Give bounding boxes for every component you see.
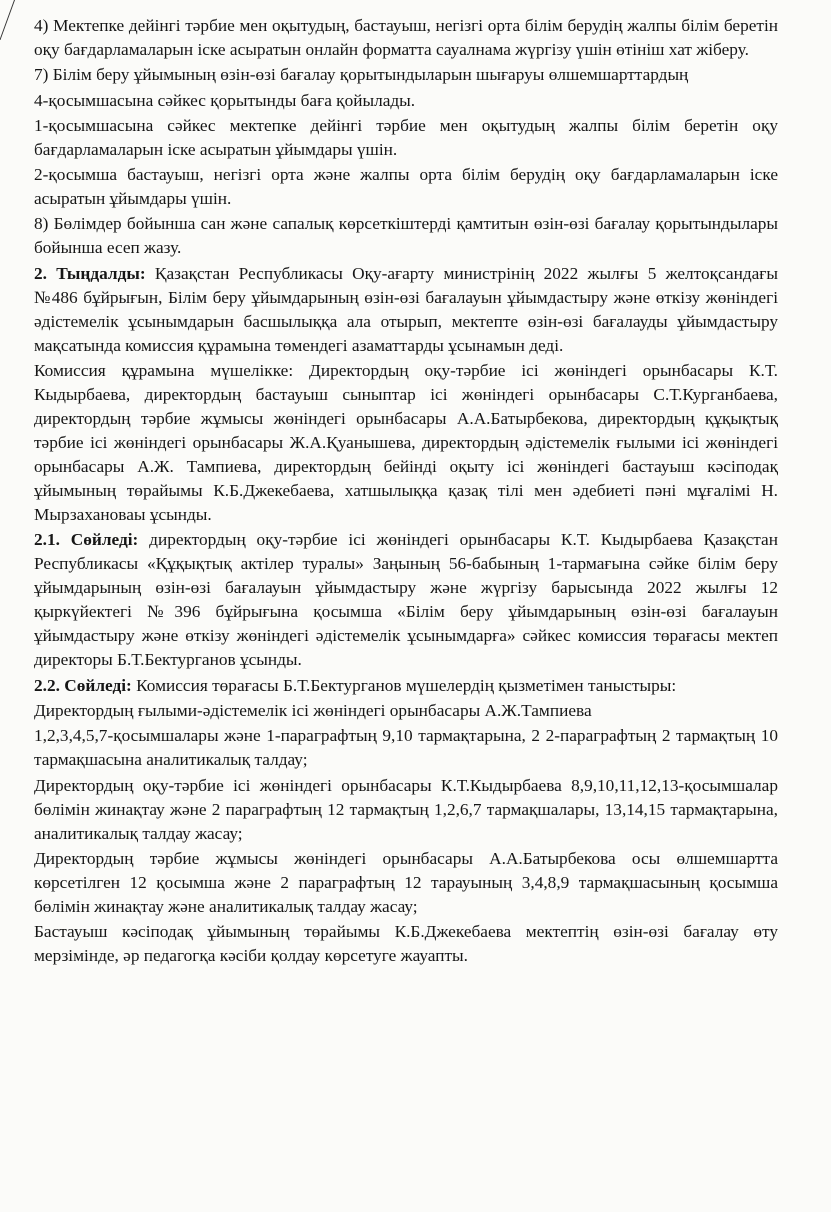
paragraph-appendix-1: 1-қосымшасына сәйкес мектепке дейінгі тәрбие мен оқытудың жалпы білім беретін оқу бағдарламаларын іске асыратын ұйымдары үшін. <box>34 115 778 159</box>
section-heading: 2.1. Сөйледі: <box>34 530 139 550</box>
paragraph-dzhekebaeva-duties: Бастауыш кәсіподақ ұйымының төрайымы К.Б.Джекебаева мектептің өзін-өзі бағалау өту мерзімінде, әр педагогқа кәсіби қолдау көрсетуге жауапты. <box>34 922 778 966</box>
paragraph-item-7: 7) Білім беру ұйымының өзін-өзі бағалау қорытындыларын шығаруы өлшемшарттардың <box>34 65 689 85</box>
section-listened: 2. Тыңдалды: Қазақстан Республикасы Оқу-ағарту министрінің 2022 жылғы 5 желтоқсандағы №486 бұйрығын, Білім беру ұйымдарының өзін-өзі бағалауын ұйымдастыру және өткізу жөніндегі әдістемелік ұсынымдарын басшылыққа ала отырып, мектепте өзін-өзі бағалауды ұйымдастыру мақсатында комиссия құрамына төмендегі азаматтарды ұсынамын деді. <box>34 263 778 355</box>
scan-artifact-line <box>0 0 15 40</box>
document-body <box>34 14 778 969</box>
paragraph-appendix-2: 2-қосымша бастауыш, негізгі орта және жалпы орта білім берудің оқу бағдарламаларын іске асыратын ұйымдары үшін. <box>34 165 778 209</box>
paragraph-tampieva-duties: 1,2,3,4,5,7-қосымшалары және 1-параграфтың 9,10 тармақтарына, 2 2-параграфтың 2 тармақтың 10 тармақшасына аналитикалық талдау; <box>34 726 778 770</box>
section-heading: 2.2. Сөйледі: <box>34 675 132 695</box>
section-spoke-2-2: 2.2. Сөйледі: Комиссия төрағасы Б.Т.Бектурганов мүшелердің қызметімен таныстыры: <box>34 675 677 695</box>
paragraph-item-4: 4) Мектепке дейінгі тәрбие мен оқытудың, бастауыш, негізгі орта білім берудің жалпы білім беретін оқу бағдарламаларын іске асыратын онлайн форматта сауалнама жүргізу үшін өтініш хат жіберу. <box>34 16 778 59</box>
paragraph-commission-members: Комиссия құрамына мүшелікке: Директордың оқу-тәрбие ісі жөніндегі орынбасары К.Т. Кыдырбаева, директордың бастауыш сыныптар ісі жөніндегі орынбасары С.Т.Курганбаева, директордың тәрбие жұмысы жөніндегі орынбасары А.А.Батырбекова, директордың құқықтық тәрбие ісі жөніндегі орынбасары Ж.А.Қуанышева, директордың әдістемелік ғылыми ісі жөніндегі орынбасары А.Ж. Тампиева, директордың бейінді оқыту ісі жөніндегі бастауыш кәсіподақ ұйымының төрайымы К.Б.Джекебаева, хатшылыққа қазақ тілі мен әдебиеті пәні мұғалімі Н. Мырзахановаы ұсынды. <box>34 361 778 525</box>
section-heading: 2. Тыңдалды: <box>34 263 146 283</box>
section-spoke-2-1: 2.1. Сөйледі: директордың оқу-тәрбие ісі жөніндегі орынбасары К.Т. Кыдырбаева Қазақстан Республикасы «Құқықтық актілер туралы» Заңының 56-бабының 1-тармағына сәйке білім беру ұйымдарының өзін-өзі бағалауын ұйымдастыру және жүргізу барысында 2022 жылғы 12 қыркүйектегі №396 бұйрығына қосымша «Білім беру ұйымдарының өзін-өзі бағалауын ұйымдастыру және өткізу жөніндегі әдістемелік ұсынымдарға» сәйкес комиссия төрағасы мектеп директоры Б.Т.Бектурганов ұсынды. <box>34 530 778 670</box>
paragraph-kydyrbaeva-duties: Директордың оқу-тәрбие ісі жөніндегі орынбасары К.Т.Кыдырбаева 8,9,10,11,12,13-қосымшалар бөлімін жинақтау және 2 параграфтың 12 тармақтың 1,2,6,7 тармақшалары, 13,14,15 тармақтарына, аналитикалық талдау жасау; <box>34 775 778 843</box>
paragraph-deputy-tampieva: Директордың ғылыми-әдістемелік ісі жөніндегі орынбасары А.Ж.Тампиева <box>34 700 592 720</box>
paragraph-item-8: 8) Бөлімдер бойынша сан және сапалық көрсеткіштерді қамтитын өзін-өзі бағалау қорытындылары бойынша есеп жазу. <box>34 214 778 258</box>
paragraph-appendix-4: 4-қосымшасына сәйкес қорытынды баға қойылады. <box>34 90 416 110</box>
paragraph-batyrbekova-duties: Директордың тәрбие жұмысы жөніндегі орынбасары А.А.Батырбекова осы өлшемшартта көрсетілген 12 қосымша және 2 параграфтың 12 тарауының 3,4,8,9 тармақшасының қосымша бөлімін жинақтау және аналитикалық талдау жасау; <box>34 848 778 916</box>
